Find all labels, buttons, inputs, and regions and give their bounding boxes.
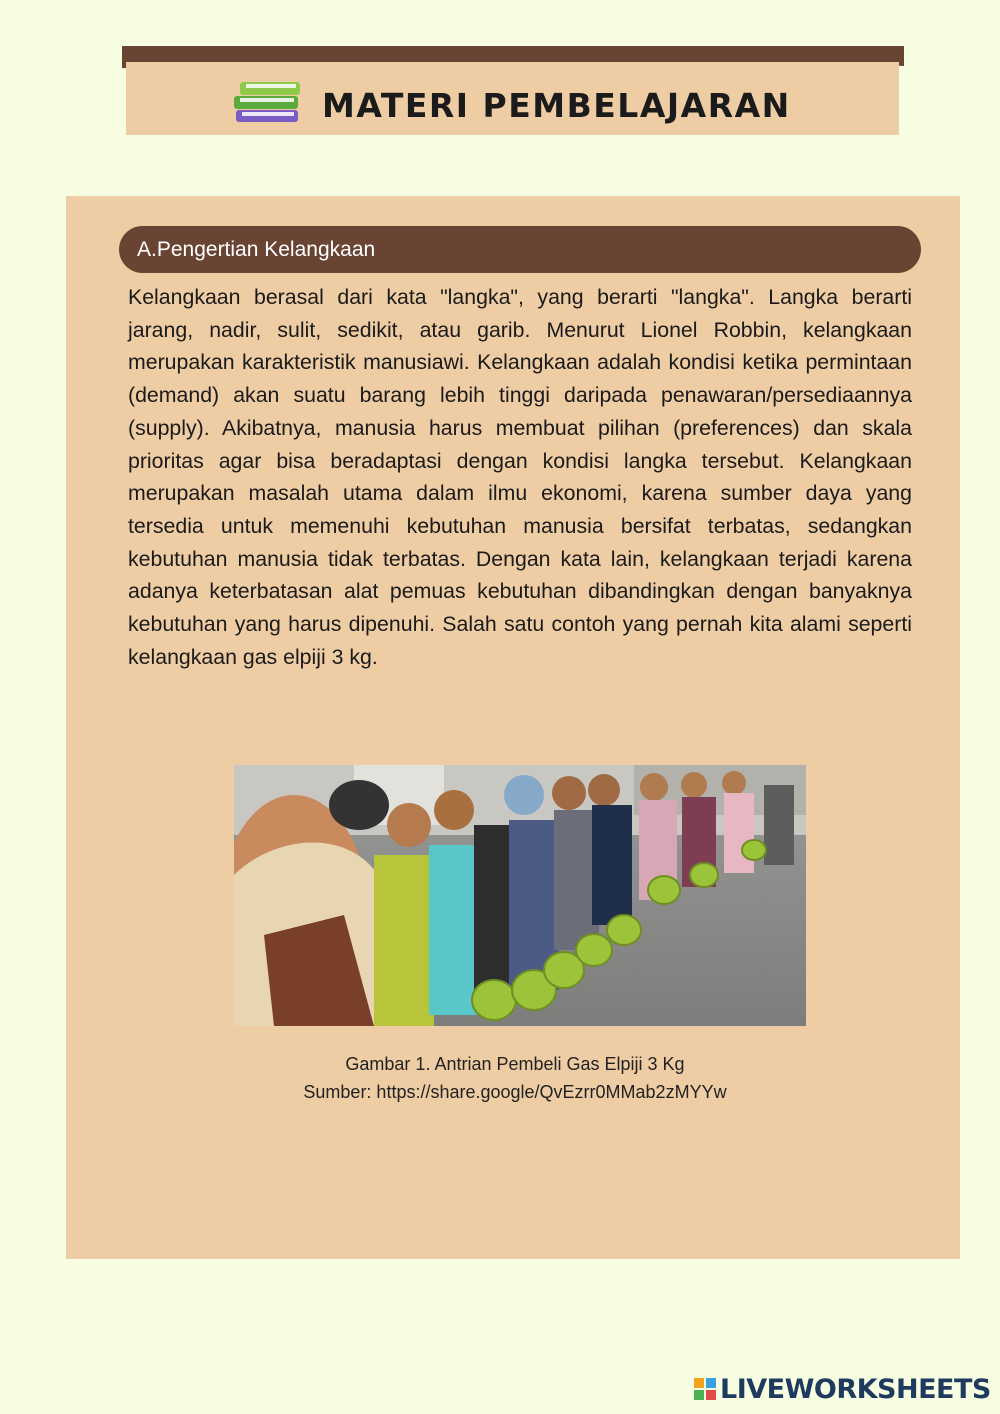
- section-heading: A.Pengertian Kelangkaan: [119, 226, 921, 273]
- liveworksheets-logo[interactable]: [694, 1373, 991, 1405]
- brand-name: LIVEWORKSHEETS: [720, 1373, 991, 1405]
- figure-caption: Gambar 1. Antrian Pembeli Gas Elpiji 3 Kg: [345, 1054, 685, 1074]
- section-paragraph: Kelangkaan berasal dari kata "langka", yang berarti "langka". Langka berarti jarang, nadir, sulit, sedikit, atau garib. Menurut Lionel Robbin, kelangkaan merupakan karakteristik manusiawi. Kelangkaan adalah kondisi ketika permintaan (demand) akan suatu barang lebih tinggi daripada penawaran/persediaannya (supply). Akibatnya, manusia harus membuat pilihan (preferences) dan skala prioritas agar bisa beradaptasi dengan kondisi langka tersebut. Kelangkaan merupakan masalah utama dalam ilmu ekonomi, karena sumber daya yang tersedia untuk memenuhi kebutuhan manusia bersifat terbatas, sedangkan kebutuhan manusia tidak terbatas. Dengan kata lain, kelangkaan terjadi karena adanya keterbatasan alat pemuas kebutuhan dibandingkan dengan banyaknya kebutuhan yang harus dipenuhi. Salah satu contoh yang pernah kita alami seperti kelangkaan gas elpiji 3 kg.: [128, 285, 912, 669]
- queue-photo: [234, 765, 806, 1026]
- books-icon: [232, 76, 302, 126]
- liveworksheets-mark-icon: [694, 1378, 716, 1400]
- page-title: MATERI PEMBELAJARAN: [322, 86, 791, 125]
- figure-source: Sumber: https://share.google/QvEzrr0MMab2zMYYw: [303, 1082, 727, 1102]
